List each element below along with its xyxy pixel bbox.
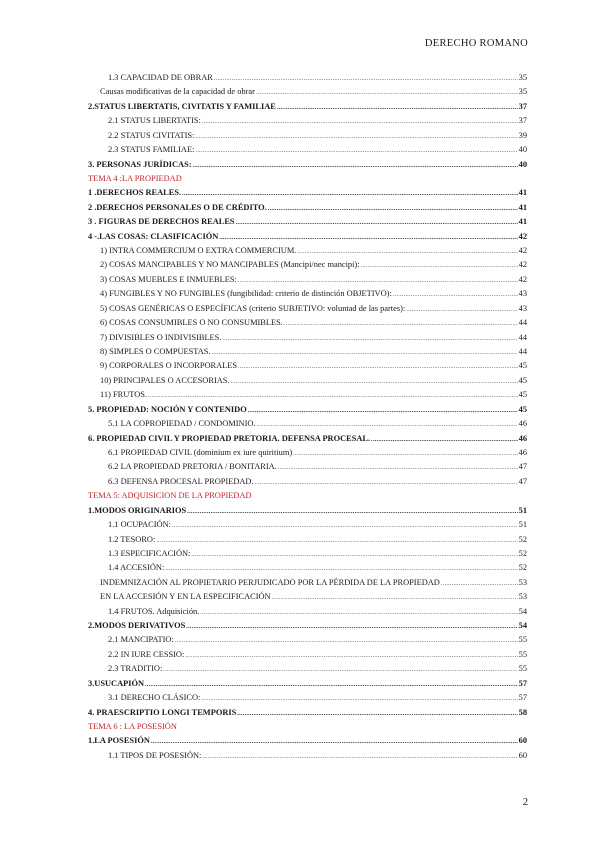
toc-dot-leader: [257, 419, 518, 428]
toc-entry-title: 6) COSAS CONSUMIBLES O NO CONSUMIBLES.: [100, 318, 283, 328]
toc-entry-title: 6.1 PROPIEDAD CIVIL (dominium ex iure quiritium): [108, 447, 293, 457]
toc-entry-page: 55: [518, 635, 527, 645]
toc-entry-title: 3.USUCAPIÓN: [88, 678, 145, 688]
toc-section-heading: [88, 491, 527, 505]
toc-entry[interactable]: [88, 102, 527, 116]
toc-entry-page: 43: [518, 289, 527, 299]
toc-entry-title: TEMA 4 :LA PROPIEDAD: [88, 173, 182, 183]
toc-dot-leader: [406, 304, 517, 313]
toc-entry[interactable]: [88, 693, 527, 707]
toc-entry-title: 4 -.LAS COSAS: CLASIFICACIÓN: [88, 231, 219, 241]
toc-entry-title: 11) FRUTOS.: [100, 390, 148, 400]
toc-entry[interactable]: [88, 246, 527, 260]
toc-entry[interactable]: [88, 333, 527, 347]
toc-entry[interactable]: [88, 506, 527, 520]
toc-entry-title: 4) FUNGIBLES Y NO FUNGIBLES (fungibilidad: criterio de distinción OBJETIVO):: [100, 289, 392, 299]
toc-entry-title: 9) CORPORALES O INCORPORALES: [100, 361, 238, 371]
running-header-title: DERECHO ROMANO: [424, 38, 528, 49]
toc-entry-title: 10) PRINCIPALES O ACCESORIAS.: [100, 375, 230, 385]
toc-entry[interactable]: [88, 664, 527, 678]
toc-entry-page: 51: [518, 505, 527, 515]
toc-entry[interactable]: [88, 145, 527, 159]
toc-dot-leader: [151, 736, 518, 745]
toc-entry-page: 37: [518, 116, 527, 126]
toc-entry[interactable]: [88, 188, 527, 202]
toc-entry-title: 2.1 STATUS LIBERTATIS:: [108, 116, 201, 126]
toc-dot-leader: [441, 578, 518, 587]
toc-entry-page: 45: [518, 375, 527, 385]
toc-entry[interactable]: [88, 751, 527, 765]
toc-entry-page: 45: [518, 390, 527, 400]
toc-entry[interactable]: [88, 621, 527, 635]
toc-entry-title: 2.STATUS LIBERTATIS, CIVITATIS Y FAMILIAE: [88, 101, 276, 111]
toc-dot-leader: [238, 275, 518, 284]
toc-entry-page: 42: [518, 274, 527, 284]
toc-entry-page: 42: [518, 231, 527, 241]
toc-dot-leader: [193, 160, 518, 169]
toc-entry[interactable]: [88, 87, 527, 101]
toc-entry[interactable]: [88, 116, 527, 130]
toc-dot-leader: [371, 434, 517, 443]
toc-entry-title: 7) DIVISIBLES O INDIVISIBLES.: [100, 332, 222, 342]
toc-entry[interactable]: [88, 650, 527, 664]
toc-entry-page: 55: [518, 649, 527, 659]
toc-entry-page: 54: [518, 621, 527, 631]
toc-dot-leader: [268, 203, 518, 212]
toc-entry-title: 2.1 MANCIPATIO:: [108, 635, 174, 645]
toc-dot-leader: [175, 635, 518, 644]
toc-entry-title: 1.2 TESORO:: [108, 534, 156, 544]
toc-entry[interactable]: [88, 477, 527, 491]
toc-dot-leader: [222, 333, 517, 342]
toc-entry-page: 35: [518, 87, 527, 97]
toc-entry[interactable]: [88, 708, 527, 722]
toc-entry-title: 1.MODOS ORIGINARIOS: [88, 505, 187, 515]
toc-entry-page: 55: [518, 664, 527, 674]
toc-dot-leader: [238, 361, 518, 370]
toc-entry-title: Causas modificativas de la capacidad de obrar: [100, 87, 255, 97]
toc-entry-page: 46: [518, 433, 527, 443]
toc-entry-page: 58: [518, 707, 527, 717]
page-number: 2: [522, 797, 528, 808]
toc-entry-page: 45: [518, 404, 527, 414]
toc-entry-page: 44: [518, 318, 527, 328]
toc-dot-leader: [186, 621, 517, 630]
toc-entry-page: 40: [518, 159, 527, 169]
toc-entry[interactable]: [88, 73, 527, 87]
toc-dot-leader: [236, 217, 518, 226]
toc-entry[interactable]: [88, 736, 527, 750]
toc-entry[interactable]: [88, 289, 527, 303]
toc-dot-leader: [237, 708, 517, 717]
toc-entry-title: 6.3 DEFENSA PROCESAL PROPIEDAD.: [108, 476, 254, 486]
toc-entry[interactable]: [88, 160, 527, 174]
toc-entry-page: 44: [518, 347, 527, 357]
toc-entry[interactable]: [88, 217, 527, 231]
toc-entry[interactable]: [88, 376, 527, 390]
toc-entry-title: 2.2 IN IURE CESSIO:: [108, 649, 185, 659]
toc-entry[interactable]: [88, 390, 527, 404]
toc-dot-leader: [156, 535, 517, 544]
toc-entry[interactable]: [88, 520, 527, 534]
toc-entry-page: 42: [518, 260, 527, 270]
toc-entry[interactable]: [88, 203, 527, 217]
toc-dot-leader: [255, 477, 518, 486]
toc-dot-leader: [187, 506, 517, 515]
toc-dot-leader: [182, 188, 518, 197]
toc-dot-leader: [393, 289, 518, 298]
toc-dot-leader: [202, 116, 518, 125]
toc-entry-title: 5) COSAS GENÉRICAS O ESPECÍFICAS (criterio SUBJETIVO: voluntad de las partes):: [100, 303, 406, 313]
toc-dot-leader: [297, 246, 517, 255]
toc-entry[interactable]: [88, 592, 527, 606]
toc-entry-title: INDEMNIZACIÓN AL PROPIETARIO PERJUDICADO POR LA PÉRDIDA DE LA PROPIEDAD: [100, 577, 440, 587]
toc-dot-leader: [256, 87, 518, 96]
toc-entry[interactable]: [88, 260, 527, 274]
toc-entry-title: 2.3 STATUS FAMILIAE:: [108, 145, 195, 155]
toc-entry-title: 3 . FIGURAS DE DERECHOS REALES: [88, 217, 235, 227]
toc-entry-page: 52: [518, 563, 527, 573]
toc-entry[interactable]: [88, 563, 527, 577]
toc-entry-page: 45: [518, 361, 527, 371]
toc-dot-leader: [148, 390, 518, 399]
toc-entry-page: 37: [518, 101, 527, 111]
toc-dot-leader: [195, 145, 517, 154]
toc-entry[interactable]: [88, 419, 527, 433]
toc-entry-title: 2 .DERECHOS PERSONALES O DE CRÉDITO.: [88, 202, 267, 212]
toc-dot-leader: [214, 73, 518, 82]
toc-entry-page: 41: [518, 217, 527, 227]
toc-dot-leader: [195, 131, 517, 140]
toc-entry[interactable]: [88, 434, 527, 448]
toc-section-heading: [88, 174, 527, 188]
toc-entry-page: 46: [518, 419, 527, 429]
toc-dot-leader: [272, 592, 518, 601]
toc-entry-page: 47: [518, 462, 527, 472]
toc-entry-title: 2.2 STATUS CIVITATIS:: [108, 130, 195, 140]
toc-dot-leader: [165, 563, 517, 572]
toc-entry-title: 2) COSAS MANCIPABLES Y NO MANCIPABLES (Mancipi/nec mancipi):: [100, 260, 360, 270]
toc-entry-title: 3. PERSONAS JURÍDICAS:: [88, 159, 192, 169]
table-of-contents: [88, 73, 527, 765]
toc-entry-title: 5. PROPIEDAD: NOCIÓN Y CONTENIDO: [88, 404, 247, 414]
toc-entry[interactable]: [88, 635, 527, 649]
toc-entry-page: 35: [518, 73, 527, 82]
toc-entry-title: 1) INTRA COMMERCIUM O EXTRA COMMERCIUM.: [100, 246, 297, 256]
toc-entry-title: 2.3 TRADITIO:: [108, 664, 163, 674]
toc-entry-page: 44: [518, 332, 527, 342]
toc-entry-title: 6.2 LA PROPIEDAD PRETORIA / BONITARIA.: [108, 462, 277, 472]
toc-dot-leader: [231, 376, 518, 385]
toc-dot-leader: [284, 318, 518, 327]
toc-dot-leader: [200, 607, 517, 616]
toc-dot-leader: [219, 232, 517, 241]
toc-dot-leader: [248, 405, 518, 414]
toc-entry[interactable]: [88, 679, 527, 693]
toc-entry-title: 2.MODOS DERIVATIVOS: [88, 621, 186, 631]
toc-entry[interactable]: [88, 607, 527, 621]
toc-dot-leader: [145, 679, 518, 688]
toc-entry-title: 3) COSAS MUEBLES E INMUEBLES:: [100, 274, 237, 284]
toc-dot-leader: [277, 102, 518, 111]
toc-entry-page: 47: [518, 476, 527, 486]
toc-entry-page: 53: [518, 577, 527, 587]
toc-entry-title: 1 .DERECHOS REALES.: [88, 188, 182, 198]
toc-entry-title: 1.4 FRUTOS. Adquisición.: [108, 606, 200, 616]
toc-dot-leader: [202, 751, 517, 760]
toc-entry-title: 1.3 ESPECIFICACIÓN:: [108, 548, 191, 558]
toc-section-heading: [88, 722, 527, 736]
toc-entry[interactable]: [88, 304, 527, 318]
toc-entry-page: 43: [518, 303, 527, 313]
toc-dot-leader: [163, 664, 517, 673]
toc-entry-title: 6. PROPIEDAD CIVIL Y PROPIEDAD PRETORIA. DEFENSA PROCESAL.: [88, 433, 371, 443]
toc-entry-title: 1.LA POSESIÓN: [88, 736, 150, 746]
toc-entry-page: 57: [518, 678, 527, 688]
toc-entry-title: 3.1 DERECHO CLÁSICO:: [108, 693, 201, 703]
toc-entry[interactable]: [88, 232, 527, 246]
toc-entry-page: 41: [518, 202, 527, 212]
toc-entry[interactable]: [88, 275, 527, 289]
toc-entry-title: 4. PRAESCRIPTIO LONGI TEMPORIS: [88, 707, 237, 717]
toc-dot-leader: [185, 650, 517, 659]
toc-entry[interactable]: [88, 462, 527, 476]
toc-dot-leader: [293, 448, 517, 457]
toc-dot-leader: [212, 347, 518, 356]
toc-entry[interactable]: [88, 549, 527, 563]
toc-entry-title: EN LA ACCESIÓN Y EN LA ESPECIFICACIÓN: [100, 592, 271, 602]
toc-entry-title: 8) SIMPLES O COMPUESTAS.: [100, 347, 211, 357]
toc-entry-page: 52: [518, 534, 527, 544]
toc-entry-page: 40: [518, 145, 527, 155]
toc-entry[interactable]: [88, 578, 527, 592]
toc-entry[interactable]: [88, 347, 527, 361]
toc-dot-leader: [361, 260, 518, 269]
toc-dot-leader: [278, 462, 518, 471]
toc-entry[interactable]: [88, 448, 527, 462]
toc-entry-title: 1.1 TIPOS DE POSESIÓN:: [108, 750, 202, 760]
toc-entry-page: 39: [518, 130, 527, 140]
toc-entry-title: TEMA 6 : LA POSESIÓN: [88, 721, 177, 731]
toc-entry[interactable]: [88, 318, 527, 332]
toc-entry-page: 41: [518, 188, 527, 198]
toc-dot-leader: [201, 693, 517, 702]
toc-entry[interactable]: [88, 131, 527, 145]
toc-entry[interactable]: [88, 535, 527, 549]
toc-entry-title: 1.4 ACCESIÓN:: [108, 563, 165, 573]
toc-entry-title: 1.1 OCUPACIÓN:: [108, 520, 171, 530]
toc-entry-page: 53: [518, 592, 527, 602]
toc-entry-page: 54: [518, 606, 527, 616]
toc-entry-page: 60: [518, 736, 527, 746]
toc-entry[interactable]: [88, 405, 527, 419]
toc-entry-page: 57: [518, 693, 527, 703]
toc-entry-page: 60: [518, 750, 527, 760]
toc-entry-title: TEMA 5: ADQUISICION DE LA PROPIEDAD: [88, 491, 252, 501]
toc-entry[interactable]: [88, 361, 527, 375]
toc-entry-page: 51: [518, 520, 527, 530]
toc-dot-leader: [191, 549, 517, 558]
toc-entry-title: 5.1 LA COPROPIEDAD / CONDOMINIO.: [108, 419, 256, 429]
toc-entry-page: 52: [518, 548, 527, 558]
toc-entry-page: 46: [518, 447, 527, 457]
toc-entry-page: 42: [518, 246, 527, 256]
toc-dot-leader: [172, 520, 518, 529]
toc-entry-title: 1.3 CAPACIDAD DE OBRAR: [108, 73, 213, 82]
